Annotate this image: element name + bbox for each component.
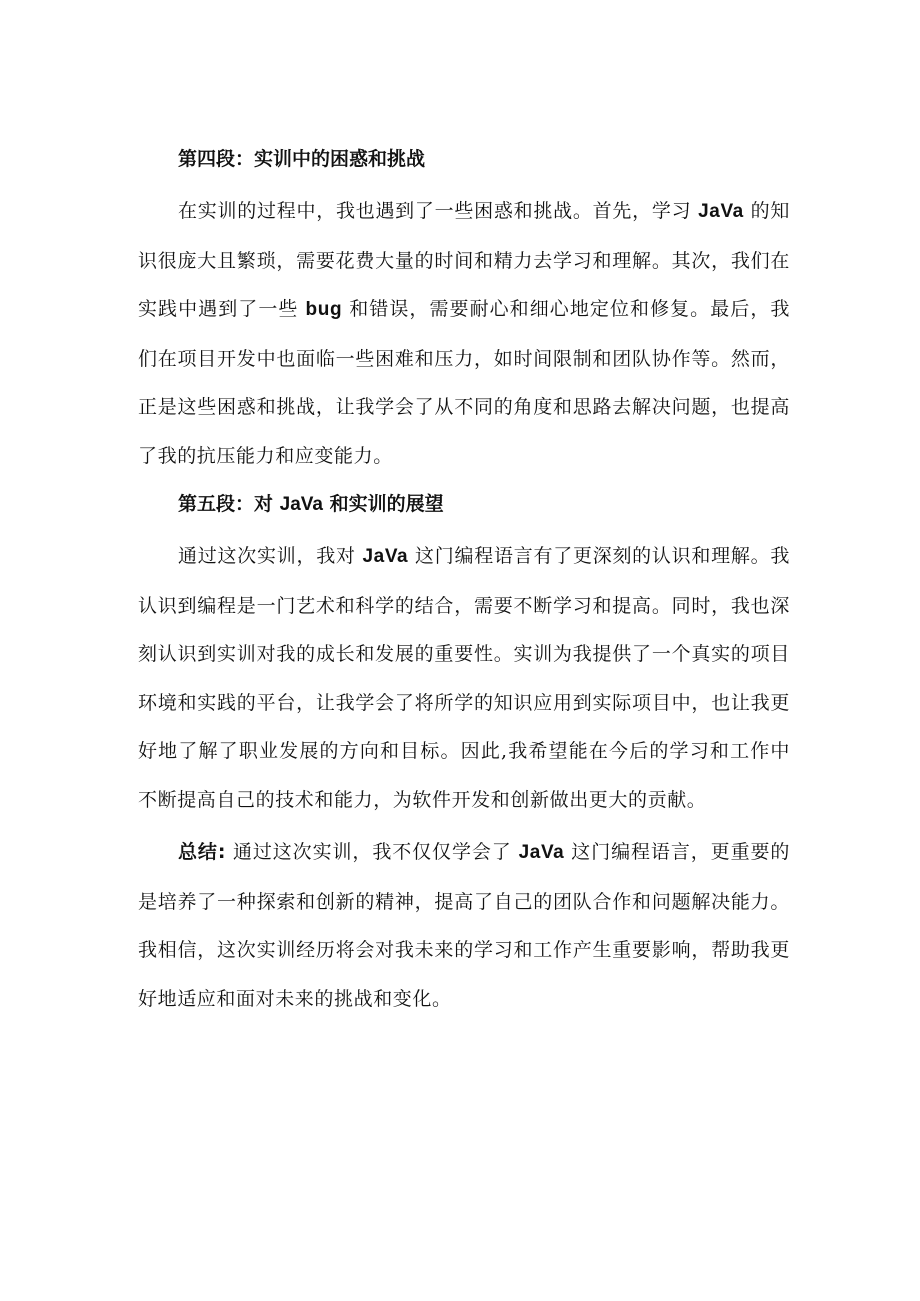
section4-paragraph: 在实训的过程中，我也遇到了一些困惑和挑战。首先，学习 JaVa 的知识很庞大且繁琐，需要花费大量的时间和精力去学习和理解。其次，我们在实践中遇到了一些 bug 和错误，需要耐心和细心地定位和修复。最后，我们在项目开发中也面临一些困难和压力，如时间限制和团队协作等。然而，正是这些困惑和挑战，让我学会了从不同的角度和思路去解决问题，也提高了我的抗压能力和应变能力。	[138, 200, 790, 467]
section5-paragraph: 通过这次实训，我对 JaVa 这门编程语言有了更深刻的认识和理解。我认识到编程是一门艺术和科学的结合，需要不断学习和提高。同时，我也深刻认识到实训对我的成长和发展的重要性。实训为我提供了一个真实的项目环境和实践的平台，让我学会了将所学的知识应用到实际项目中，也让我更好地了解了职业发展的方向和目标。因此,我希望能在今后的学习和工作中不断提高自己的技术和能力，为软件开发和创新做出更大的贡献。	[138, 545, 790, 811]
section5-heading: 第五段：对 JaVa 和实训的展望	[178, 493, 444, 515]
summary-text: 通过这次实训，我不仅仅学会了 JaVa 这门编程语言，更重要的是培养了一种探索和创新的精神，提高了自己的团队合作和问题解决能力。我相信，这次实训经历将会对我未来的学习和工作产生重要影响，帮助我更好地适应和面对未来的挑战和变化。	[138, 841, 790, 1010]
document-page	[138, 139, 790, 1023]
summary-paragraph	[138, 828, 790, 1023]
summary-label: 总结:	[178, 841, 227, 863]
section4-heading: 第四段：实训中的困惑和挑战	[178, 148, 426, 170]
